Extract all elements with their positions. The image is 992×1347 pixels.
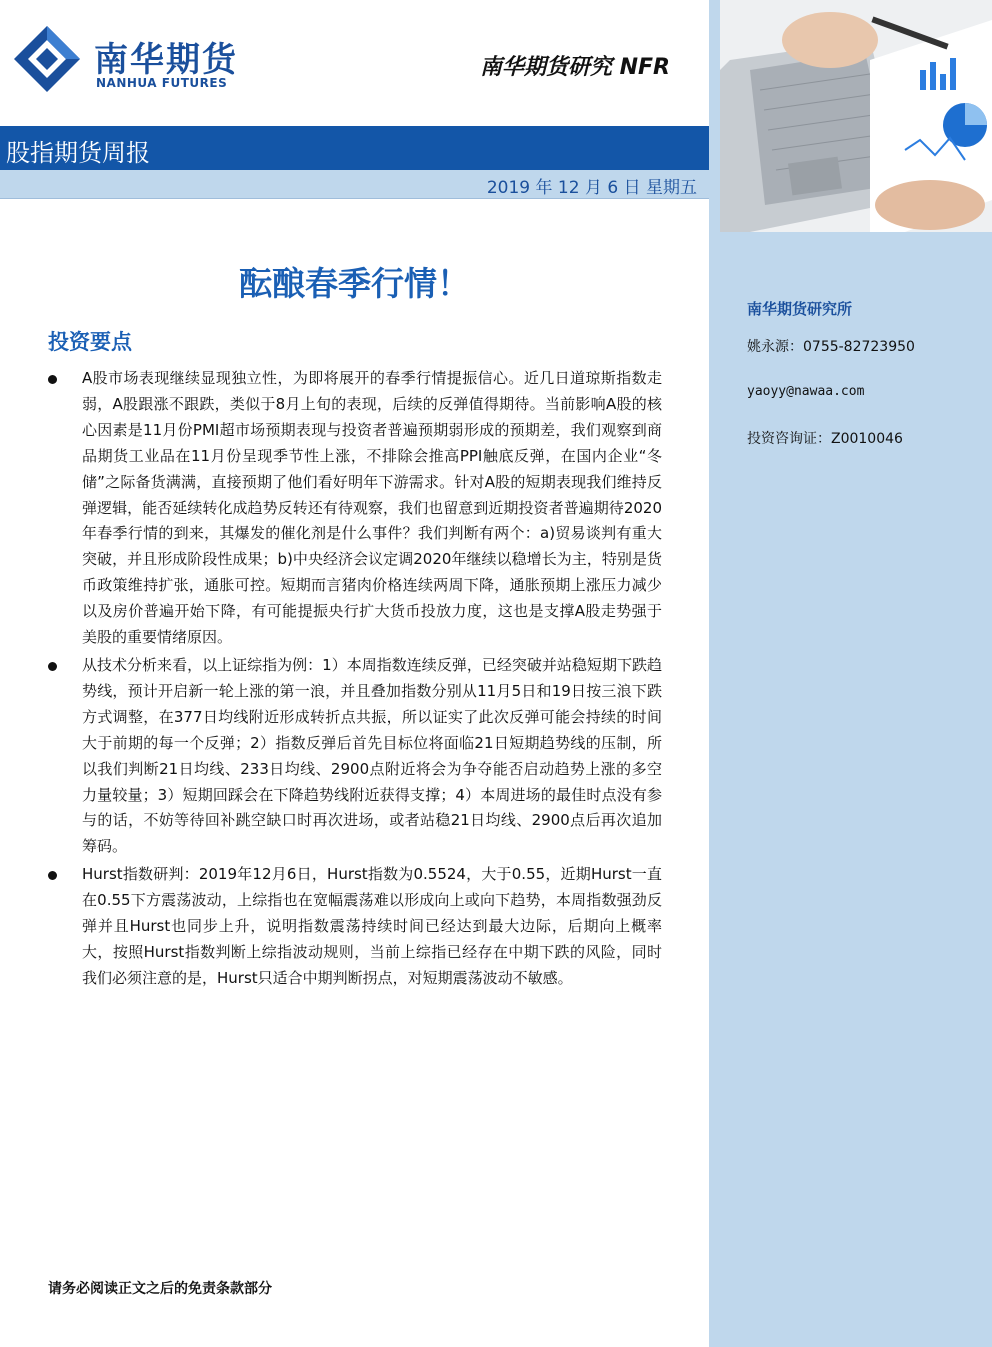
date-bar bbox=[0, 170, 709, 199]
report-type-bar bbox=[0, 126, 709, 170]
key-point-text: 从技术分析来看，以上证综指为例：1）本周指数连续反弹，已经突破并站稳短期下跌趋势线，预计开启新一轮上涨的第一浪，并且叠加指数分别从11月5日和19日按三浪下跌方式调整，在377日均线附近形成转折点共振，所以证实了此次反弹可能会持续的时间大于前期的每一个反弹；2）指数反弹后首先目标位将面临21日短期趋势线的压制，所以我们判断21日均线、233日均线、2900点附近将会为争夺能否启动趋势上涨的多空力量较量；3）短期回踩会在下降趋势线附近获得支撑；4）本周进场的最佳时点没有参与的话，不妨等待回补跳空缺口时再次进场，或者站稳21日均线、2900点后再次追加筹码。 bbox=[82, 655, 662, 856]
bullet-dot-icon bbox=[48, 871, 57, 880]
company-logo bbox=[14, 26, 254, 96]
bullet-dot-icon bbox=[48, 375, 57, 384]
analyst-license: 投资咨询证：Z0010046 bbox=[747, 431, 903, 447]
section-title: 投资要点 bbox=[48, 330, 132, 354]
research-institute: 南华期货研究所 bbox=[747, 300, 853, 318]
report-headline: 酝酿春季行情！ bbox=[239, 264, 470, 303]
analyst-email[interactable]: yaoyy@nawaa.com bbox=[747, 384, 865, 399]
analyst-contact: 姚永源：0755-82723950 bbox=[747, 339, 915, 355]
key-point-item bbox=[0, 366, 662, 651]
bullet-dot-icon bbox=[48, 662, 57, 671]
disclaimer-note: 请务必阅读正文之后的免责条款部分 bbox=[48, 1281, 272, 1297]
key-point-text: A股市场表现继续显现独立性，为即将展开的春季行情提振信心。近几日道琼斯指数走弱，A股跟涨不跟跌，类似于8月上旬的表现，后续的反弹值得期待。当前影响A股的核心因素是11月份PMI超市场预期表现与投资者普遍预期弱形成的预期差，我们观察到商品期货工业品在11月份呈现季节性上涨，不排除会推高PPI触底反弹，在国内企业“冬储”之际备货满满，直接预期了他们看好明年下游需求。针对A股的短期表现我们维持反弹逻辑，能否延续转化成趋势反转还有待观察，我们也留意到近期投资者普遍期待2020年春季行情的到来，其爆发的催化剂是什么事件？我们判断有两个：a)贸易谈判有重大突破，并且形成阶段性成果；b)中央经济会议定调2020年继续以稳增长为主，特别是货币政策维持扩张，通胀可控。短期而言猪肉价格连续两周下降，通胀预期上涨压力减少以及房价普遍开始下降，有可能提振央行扩大货币投放力度，这也是支撑A股走势强于美股的重要情绪原因。 bbox=[82, 369, 662, 647]
key-point-item bbox=[0, 653, 662, 860]
research-brand: 南华期货研究 NFR bbox=[479, 55, 670, 80]
key-point-item bbox=[0, 862, 662, 992]
cover-photo bbox=[720, 0, 992, 232]
nanhua-logo-icon bbox=[14, 26, 80, 92]
key-point-text: Hurst指数研判：2019年12月6日，Hurst指数为0.5524，大于0.55，近期Hurst一直在0.55下方震荡波动，上综指也在宽幅震荡难以形成向上或向下趋势，本周指数强劲反弹并且Hurst也同步上升，说明指数震荡持续时间已经达到最大边际，后期向上概率大，按照Hurst指数判断上综指波动规则，当前上综指已经存在中期下跌的风险，同时我们必须注意的是，Hurst只适合中期判断拐点，对短期震荡波动不敏感。 bbox=[82, 865, 662, 987]
report-type-title: 股指期货周报 bbox=[6, 139, 150, 167]
logo-text-cn: 南华期货 bbox=[94, 40, 238, 80]
logo-text-en: NANHUA FUTURES bbox=[96, 76, 228, 90]
key-points-list bbox=[0, 366, 709, 992]
report-date: 2019 年 12 月 6 日 星期五 bbox=[486, 178, 697, 198]
